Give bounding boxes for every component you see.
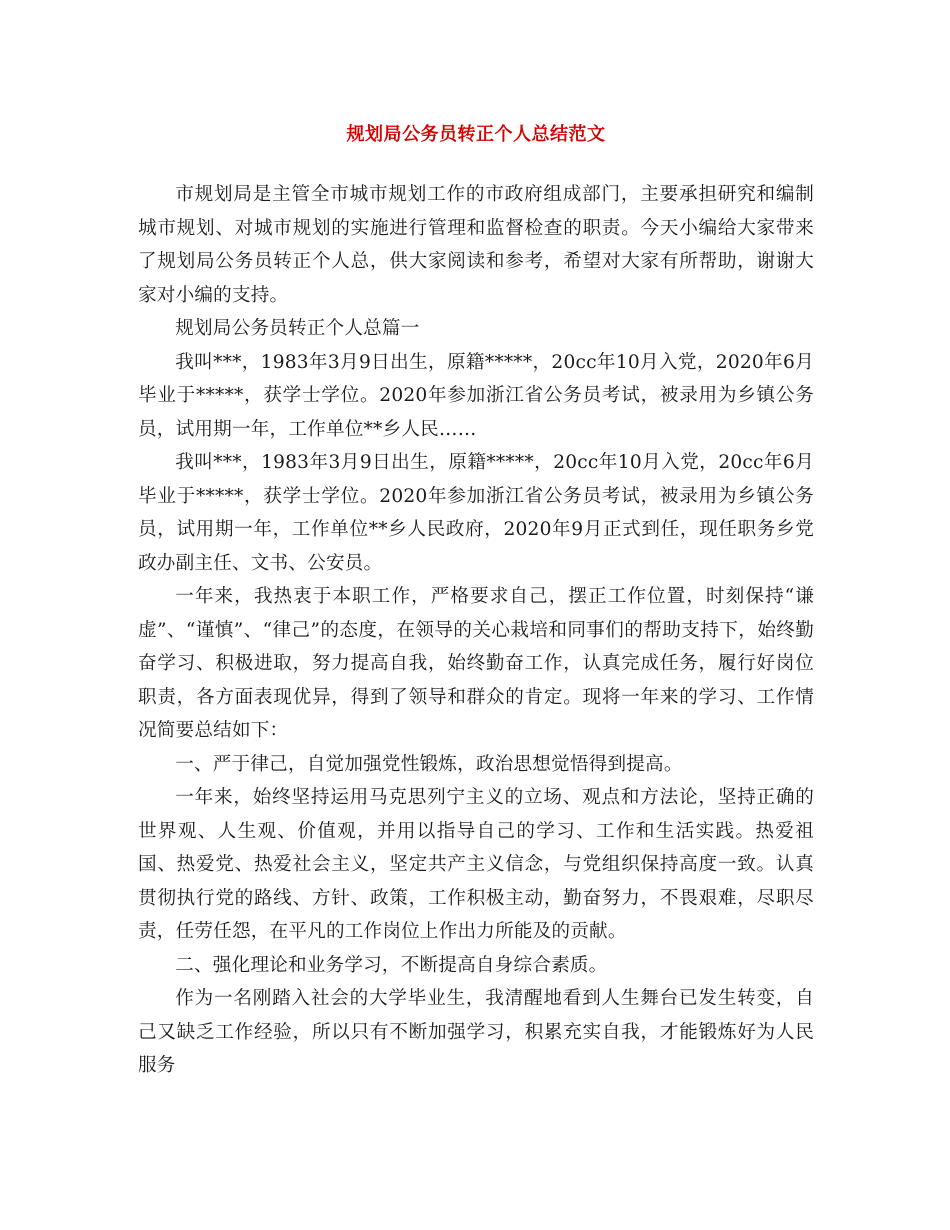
- paragraph-bio-short: 我叫***，1983年3月9日出生，原籍*****，20cc年10月入党，2020年6月毕业于*****，获学士学位。2020年参加浙江省公务员考试，被录用为乡镇公务员，试用期一年，工作单位**乡人民……: [138, 351, 814, 440]
- paragraph-bio-full: 我叫***，1983年3月9日出生，原籍*****，20cc年10月入党，20cc年6月毕业于*****，获学士学位。2020年参加浙江省公务员考试，被录用为乡镇公务员，试用期一年，工作单位**乡人民政府，2020年9月正式到任，现任职务乡党政办副主任、文书、公安员。: [138, 452, 814, 574]
- paragraph-heading-two: 二、强化理论和业务学习，不断提高自身综合素质。: [175, 954, 608, 976]
- paragraph-heading-one: 一、严于律己，自觉加强党性锻炼，政治思想觉悟得到提高。: [175, 753, 683, 775]
- document-title: 规划局公务员转正个人总结范文: [346, 124, 606, 145]
- paragraph-politics: 一年来，始终坚持运用马克思列宁主义的立场、观点和方法论，坚持正确的世界观、人生观、价值观，并用以指导自己的学习、工作和生活实践。热爱祖国、热爱党、热爱社会主义，坚定共产主义信念，与党组织保持高度一致。认真贯彻执行党的路线、方针、政策，工作积极主动，勤奋努力，不畏艰难，尽职尽责，任劳任怨，在平凡的工作岗位上作出力所能及的贡献。: [138, 787, 814, 942]
- document-page: [138, 120, 814, 1083]
- paragraph-study: 作为一名刚踏入社会的大学毕业生，我清醒地看到人生舞台已发生转变，自己又缺乏工作经验，所以只有不断加强学习，积累充实自我，才能锻炼好为人民服务: [138, 988, 814, 1076]
- paragraph-intro: 市规划局是主管全市城市规划工作的市政府组成部门，主要承担研究和编制城市规划、对城市规划的实施进行管理和监督检查的职责。今天小编给大家带来了规划局公务员转正个人总，供大家阅读和参考，希望对大家有所帮助，谢谢大家对小编的支持。: [138, 184, 814, 306]
- paragraph-section-heading: 规划局公务员转正个人总篇一: [175, 318, 420, 339]
- paragraph-year-review: 一年来，我热衷于本职工作，严格要求自己，摆正工作位置，时刻保持“谦虚”、“谨慎”、“律己”的态度，在领导的关心栽培和同事们的帮助支持下，始终勤奋学习、积极进取，努力提高自我，始终勤奋工作，认真完成任务，履行好岗位职责，各方面表现优异，得到了领导和群众的肯定。现将一年来的学习、工作情况简要总结如下：: [138, 586, 814, 741]
